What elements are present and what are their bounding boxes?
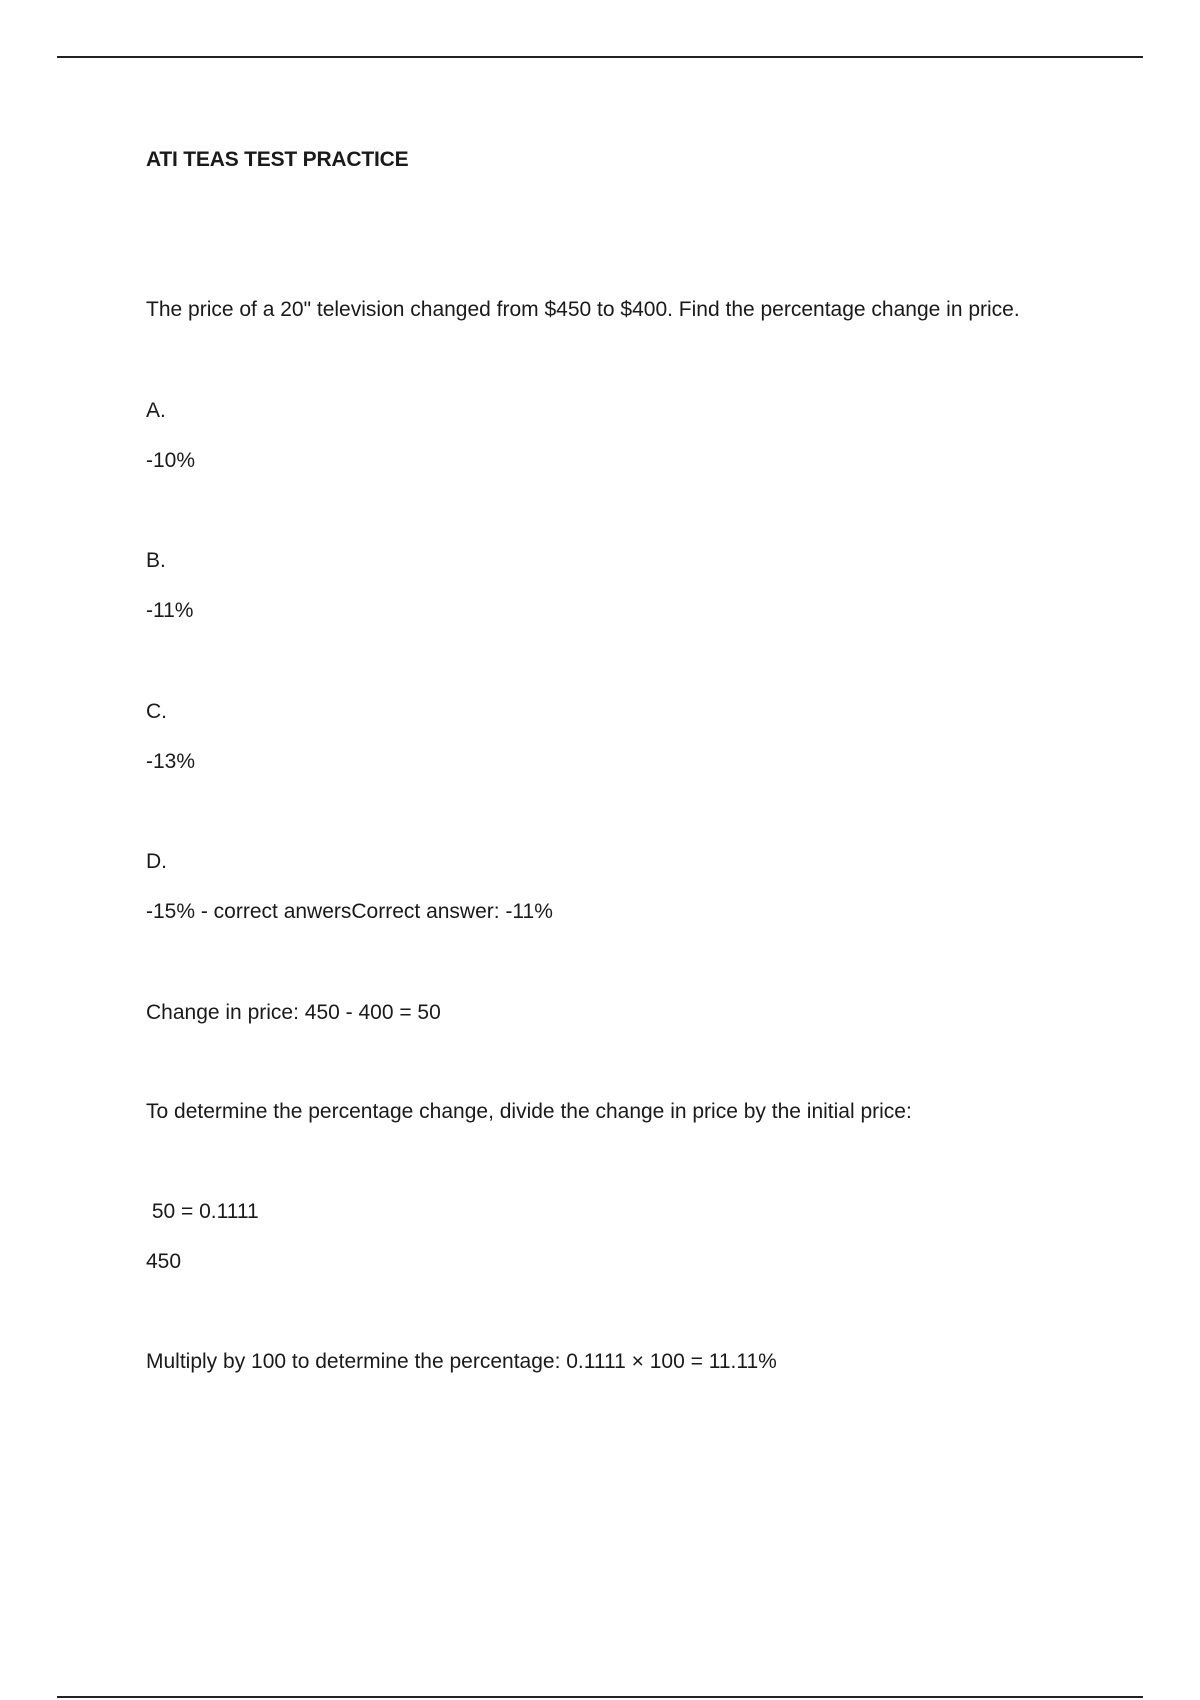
top-divider	[57, 56, 1143, 58]
option-d-text: -15% - correct anwersCorrect answer: -11%	[146, 900, 553, 923]
option-a-text: -10%	[146, 449, 196, 472]
bottom-divider	[57, 1696, 1143, 1698]
option-c-text: -13%	[146, 750, 196, 773]
option-b-letter: B.	[146, 549, 166, 572]
option-b-text: -11%	[146, 599, 194, 622]
option-a-letter: A.	[146, 399, 166, 422]
explanation-multiply-line: Multiply by 100 to determine the percentage: 0.1111 × 100 = 11.11%	[146, 1350, 777, 1373]
option-c-letter: C.	[146, 700, 167, 723]
fraction-denominator: 450	[146, 1250, 182, 1273]
fraction-numerator: 50 = 0.1111	[146, 1200, 259, 1223]
page-title: ATI TEAS TEST PRACTICE	[146, 148, 409, 171]
explanation-divide-line: To determine the percentage change, divide the change in price by the initial price:	[146, 1100, 912, 1123]
question-text: The price of a 20" television changed from $450 to $400. Find the percentage change in price.	[146, 298, 1020, 321]
explanation-change-line: Change in price: 450 - 400 = 50	[146, 1001, 441, 1024]
option-d-letter: D.	[146, 850, 167, 873]
